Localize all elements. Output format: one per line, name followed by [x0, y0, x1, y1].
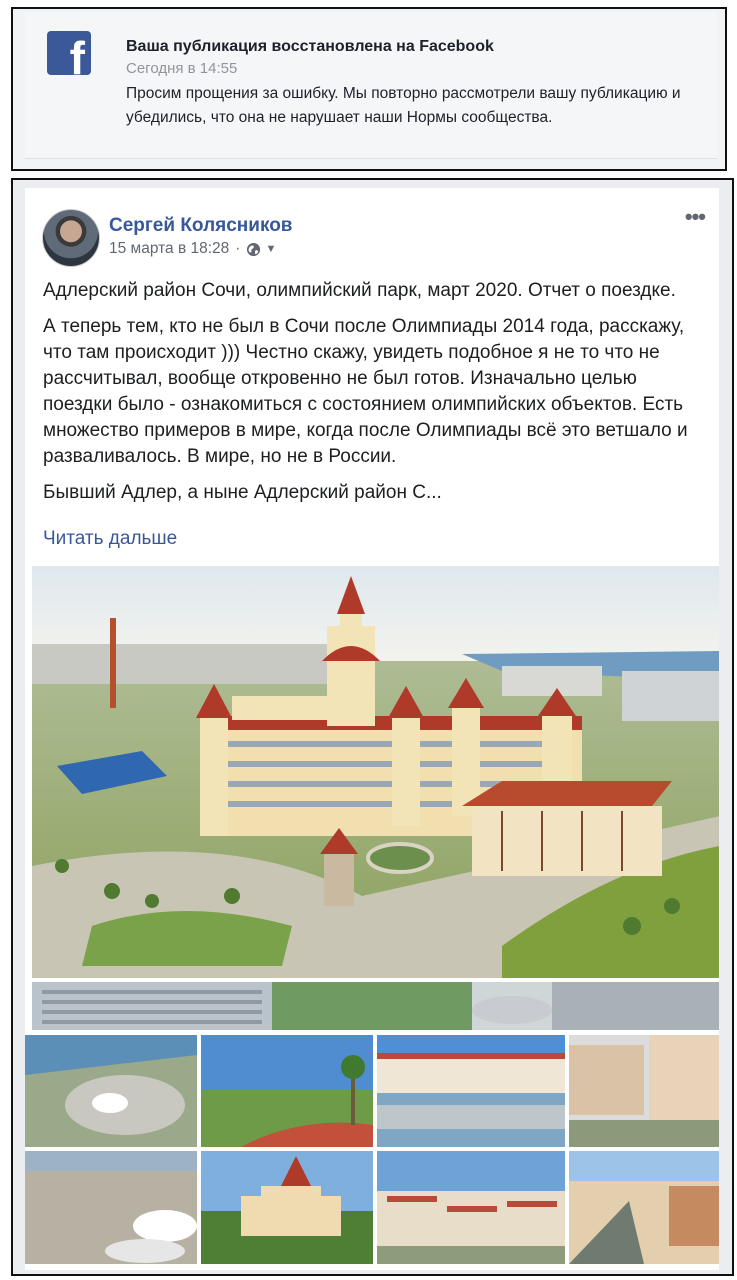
facebook-logo-icon: f — [47, 31, 91, 75]
post-photo-grid[interactable] — [25, 1151, 197, 1264]
globe-icon[interactable] — [246, 242, 261, 257]
post-photo-grid[interactable] — [201, 1035, 373, 1147]
post-photo-grid[interactable] — [569, 1151, 719, 1264]
post-photo-grid[interactable] — [569, 1035, 719, 1147]
post-card — [11, 178, 734, 1276]
more-options-icon[interactable]: ••• — [684, 204, 705, 229]
post-text — [43, 278, 703, 516]
privacy-dropdown-icon[interactable]: ▼ — [265, 243, 277, 255]
notification-card[interactable] — [11, 7, 727, 171]
post-inner — [25, 188, 719, 1270]
avatar[interactable] — [42, 209, 100, 267]
post-photo-grid[interactable] — [377, 1035, 565, 1147]
post-paragraph: Адлерский район Сочи, олимпийский парк, март 2020. Отчет о поездке. — [43, 280, 676, 301]
post-photo-strip[interactable] — [32, 982, 719, 1030]
post-meta — [109, 240, 276, 258]
post-photo-grid[interactable] — [377, 1151, 565, 1264]
post-photo-grid[interactable] — [201, 1151, 373, 1264]
post-paragraph: А теперь тем, кто не был в Сочи после Олимпиады 2014 года, расскажу, что там происходит ))) Честно скажу, увидеть подобное я не то что не рассчитывал, вообще откровенно не был готов. Изначально целью поездки было - ознакомиться с состоянием олимпийских объектов. Есть множество примеров в мире, когда после Олимпиады всё это ветшало и разваливалось. В мире, но не в России. — [43, 316, 688, 467]
post-photo-main[interactable] — [32, 566, 719, 978]
read-more-link[interactable]: Читать дальше — [43, 528, 178, 549]
notification-time: Сегодня в 14:55 — [126, 60, 238, 77]
separator-dot: · — [235, 240, 241, 257]
post-paragraph: Бывший Адлер, а ныне Адлерский район С... — [43, 482, 442, 503]
post-date[interactable]: 15 марта в 18:28 — [109, 240, 230, 257]
post-photo-grid[interactable] — [25, 1035, 197, 1147]
post-author[interactable]: Сергей Колясников — [109, 215, 293, 236]
notification-body: Просим прощения за ошибку. Мы повторно рассмотрели вашу публикацию и убедились, что она не нарушает наши Нормы сообщества. — [126, 85, 681, 126]
notification-title[interactable]: Ваша публикация восстановлена на Facebook — [126, 38, 494, 55]
